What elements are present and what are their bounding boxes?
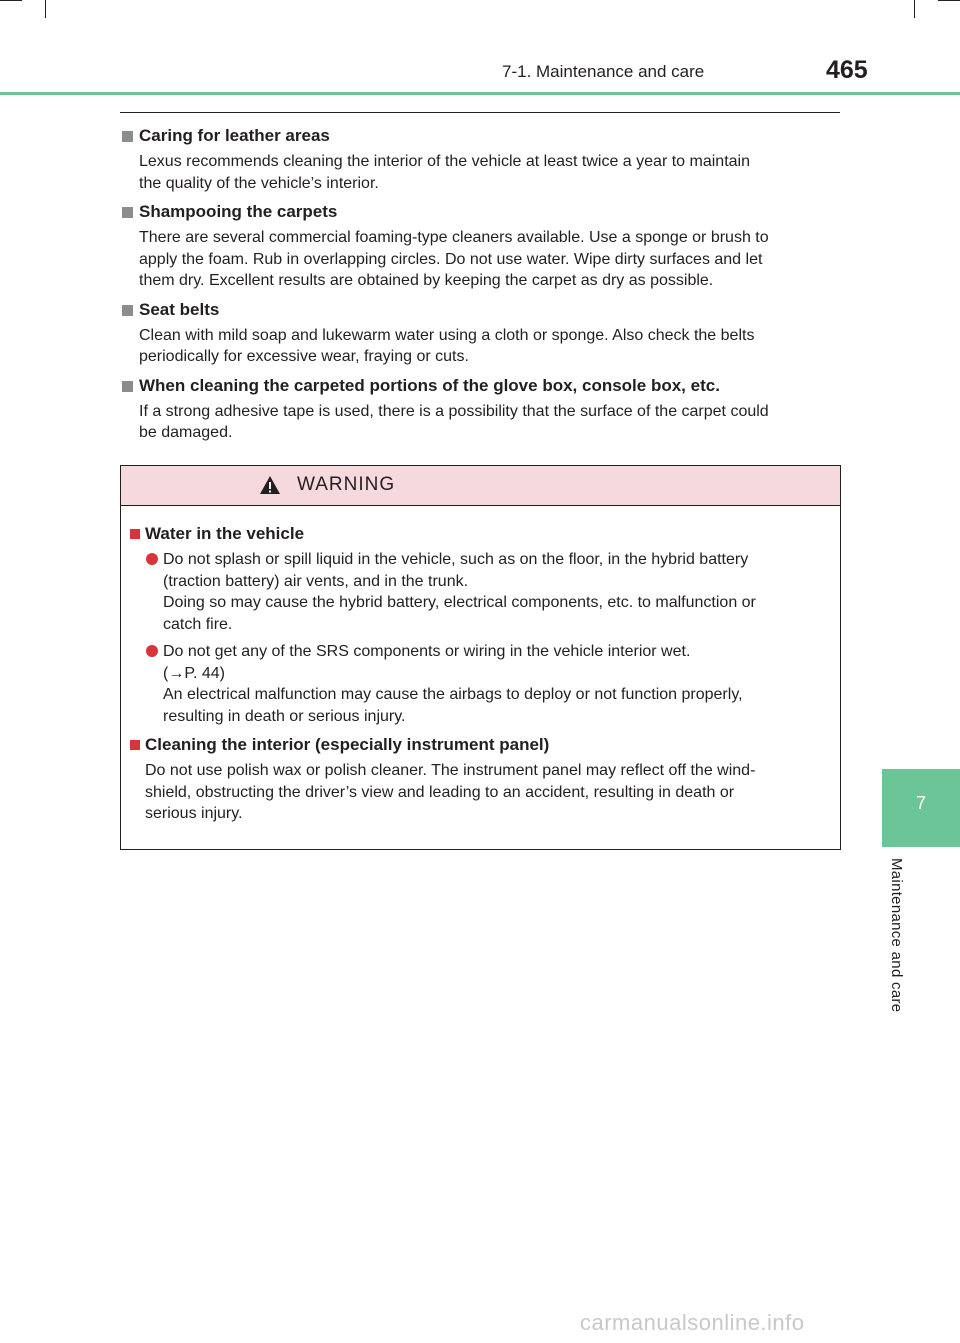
section-leather: [120, 124, 840, 194]
bullet-line: (traction battery) air vents, and in the trunk.: [163, 572, 469, 590]
bullet-line: Do not get any of the SRS components or wiring in the vehicle interior wet.: [163, 643, 691, 660]
round-bullet-icon: [146, 645, 158, 657]
crop-mark: [914, 0, 915, 18]
warning-bullet: [129, 641, 832, 727]
bullet-line: catch fire.: [163, 615, 233, 633]
body-line: be damaged.: [139, 424, 233, 441]
header-rule: [0, 92, 960, 95]
paragraph-line: shield, obstructing the driver’s view and leading to an accident, resulting in death or: [145, 783, 735, 801]
chapter-tab: [882, 769, 960, 847]
warning-subheading-text: Cleaning the interior (especially instrument panel): [145, 735, 550, 754]
body-line: them dry. Excellent results are obtained by keeping the carpet as dry as possible.: [139, 272, 714, 289]
crop-mark: [45, 0, 46, 18]
section-carpets: [120, 200, 840, 292]
paragraph-line: Do not use polish wax or polish cleaner. The instrument panel may reflect off the wind-: [145, 762, 756, 779]
round-bullet-icon: [146, 553, 158, 565]
body-line: the quality of the vehicle’s interior.: [139, 174, 379, 192]
square-bullet-icon: [122, 381, 133, 392]
section-heading: [120, 200, 840, 224]
crop-mark: [0, 0, 22, 1]
body-line: periodically for excessive wear, fraying or cuts.: [139, 348, 469, 365]
section-heading: [120, 298, 840, 322]
body-line: If a strong adhesive tape is used, there is a possibility that the surface of the carpet could: [139, 402, 769, 420]
section-heading-text: When cleaning the carpeted portions of the glove box, console box, etc.: [139, 375, 720, 395]
chapter-label: Maintenance and care: [888, 858, 905, 1013]
section-heading-text: Caring for leather areas: [139, 126, 330, 145]
warning-paragraph: [129, 760, 832, 825]
body-line: Clean with mild soap and lukewarm water using a cloth or sponge. Also check the belts: [139, 326, 755, 344]
square-bullet-icon: [130, 740, 140, 750]
warning-subheading: [129, 733, 832, 757]
section-body: [120, 227, 840, 292]
warning-bullet: [129, 549, 832, 635]
page-reference-link[interactable]: (→P. 44): [163, 664, 225, 682]
bullet-line: Do not splash or spill liquid in the vehicle, such as on the floor, in the hybrid battery: [163, 551, 749, 568]
warning-subheading-text: Water in the vehicle: [145, 524, 305, 543]
section-heading: [120, 374, 840, 398]
warning-title: WARNING: [297, 474, 396, 495]
warning-header: [121, 466, 840, 506]
bullet-line: Doing so may cause the hybrid battery, electrical components, etc. to malfunction or: [163, 594, 756, 611]
section-heading-text: Shampooing the carpets: [139, 202, 338, 221]
section-body: [120, 151, 840, 194]
page-number: 465: [826, 56, 868, 84]
crop-mark: [938, 0, 960, 1]
bullet-line: resulting in death or serious injury.: [163, 707, 406, 725]
section-heading: [120, 124, 840, 148]
section-seat-belts: [120, 298, 840, 368]
warning-body: [121, 506, 840, 825]
warning-box: [120, 465, 841, 850]
square-bullet-icon: [122, 131, 133, 142]
body-line: Lexus recommends cleaning the interior of the vehicle at least twice a year to maintain: [139, 153, 750, 170]
body-line: There are several commercial foaming-type cleaners available. Use a sponge or brush to: [139, 229, 769, 246]
square-bullet-icon: [122, 305, 133, 316]
section-body: [120, 401, 840, 444]
section-heading-text: Seat belts: [139, 299, 220, 319]
warning-subheading: [129, 522, 832, 546]
body-line: apply the foam. Rub in overlapping circles. Do not use water. Wipe dirty surfaces and let: [139, 250, 763, 268]
section-body: [120, 325, 840, 368]
section-glove-box: [120, 374, 840, 444]
header-section-title: 7-1. Maintenance and care: [502, 62, 705, 81]
main-content: [120, 124, 840, 450]
chapter-number: 7: [915, 793, 926, 813]
warning-triangle-icon: [259, 475, 281, 495]
watermark-text: carmanualsonline.info: [580, 1310, 805, 1335]
paragraph-line: serious injury.: [145, 805, 243, 822]
content-top-rule: [120, 112, 840, 113]
bullet-line: An electrical malfunction may cause the airbags to deploy or not function properly,: [163, 686, 743, 703]
square-bullet-icon: [130, 529, 140, 539]
square-bullet-icon: [122, 207, 133, 218]
